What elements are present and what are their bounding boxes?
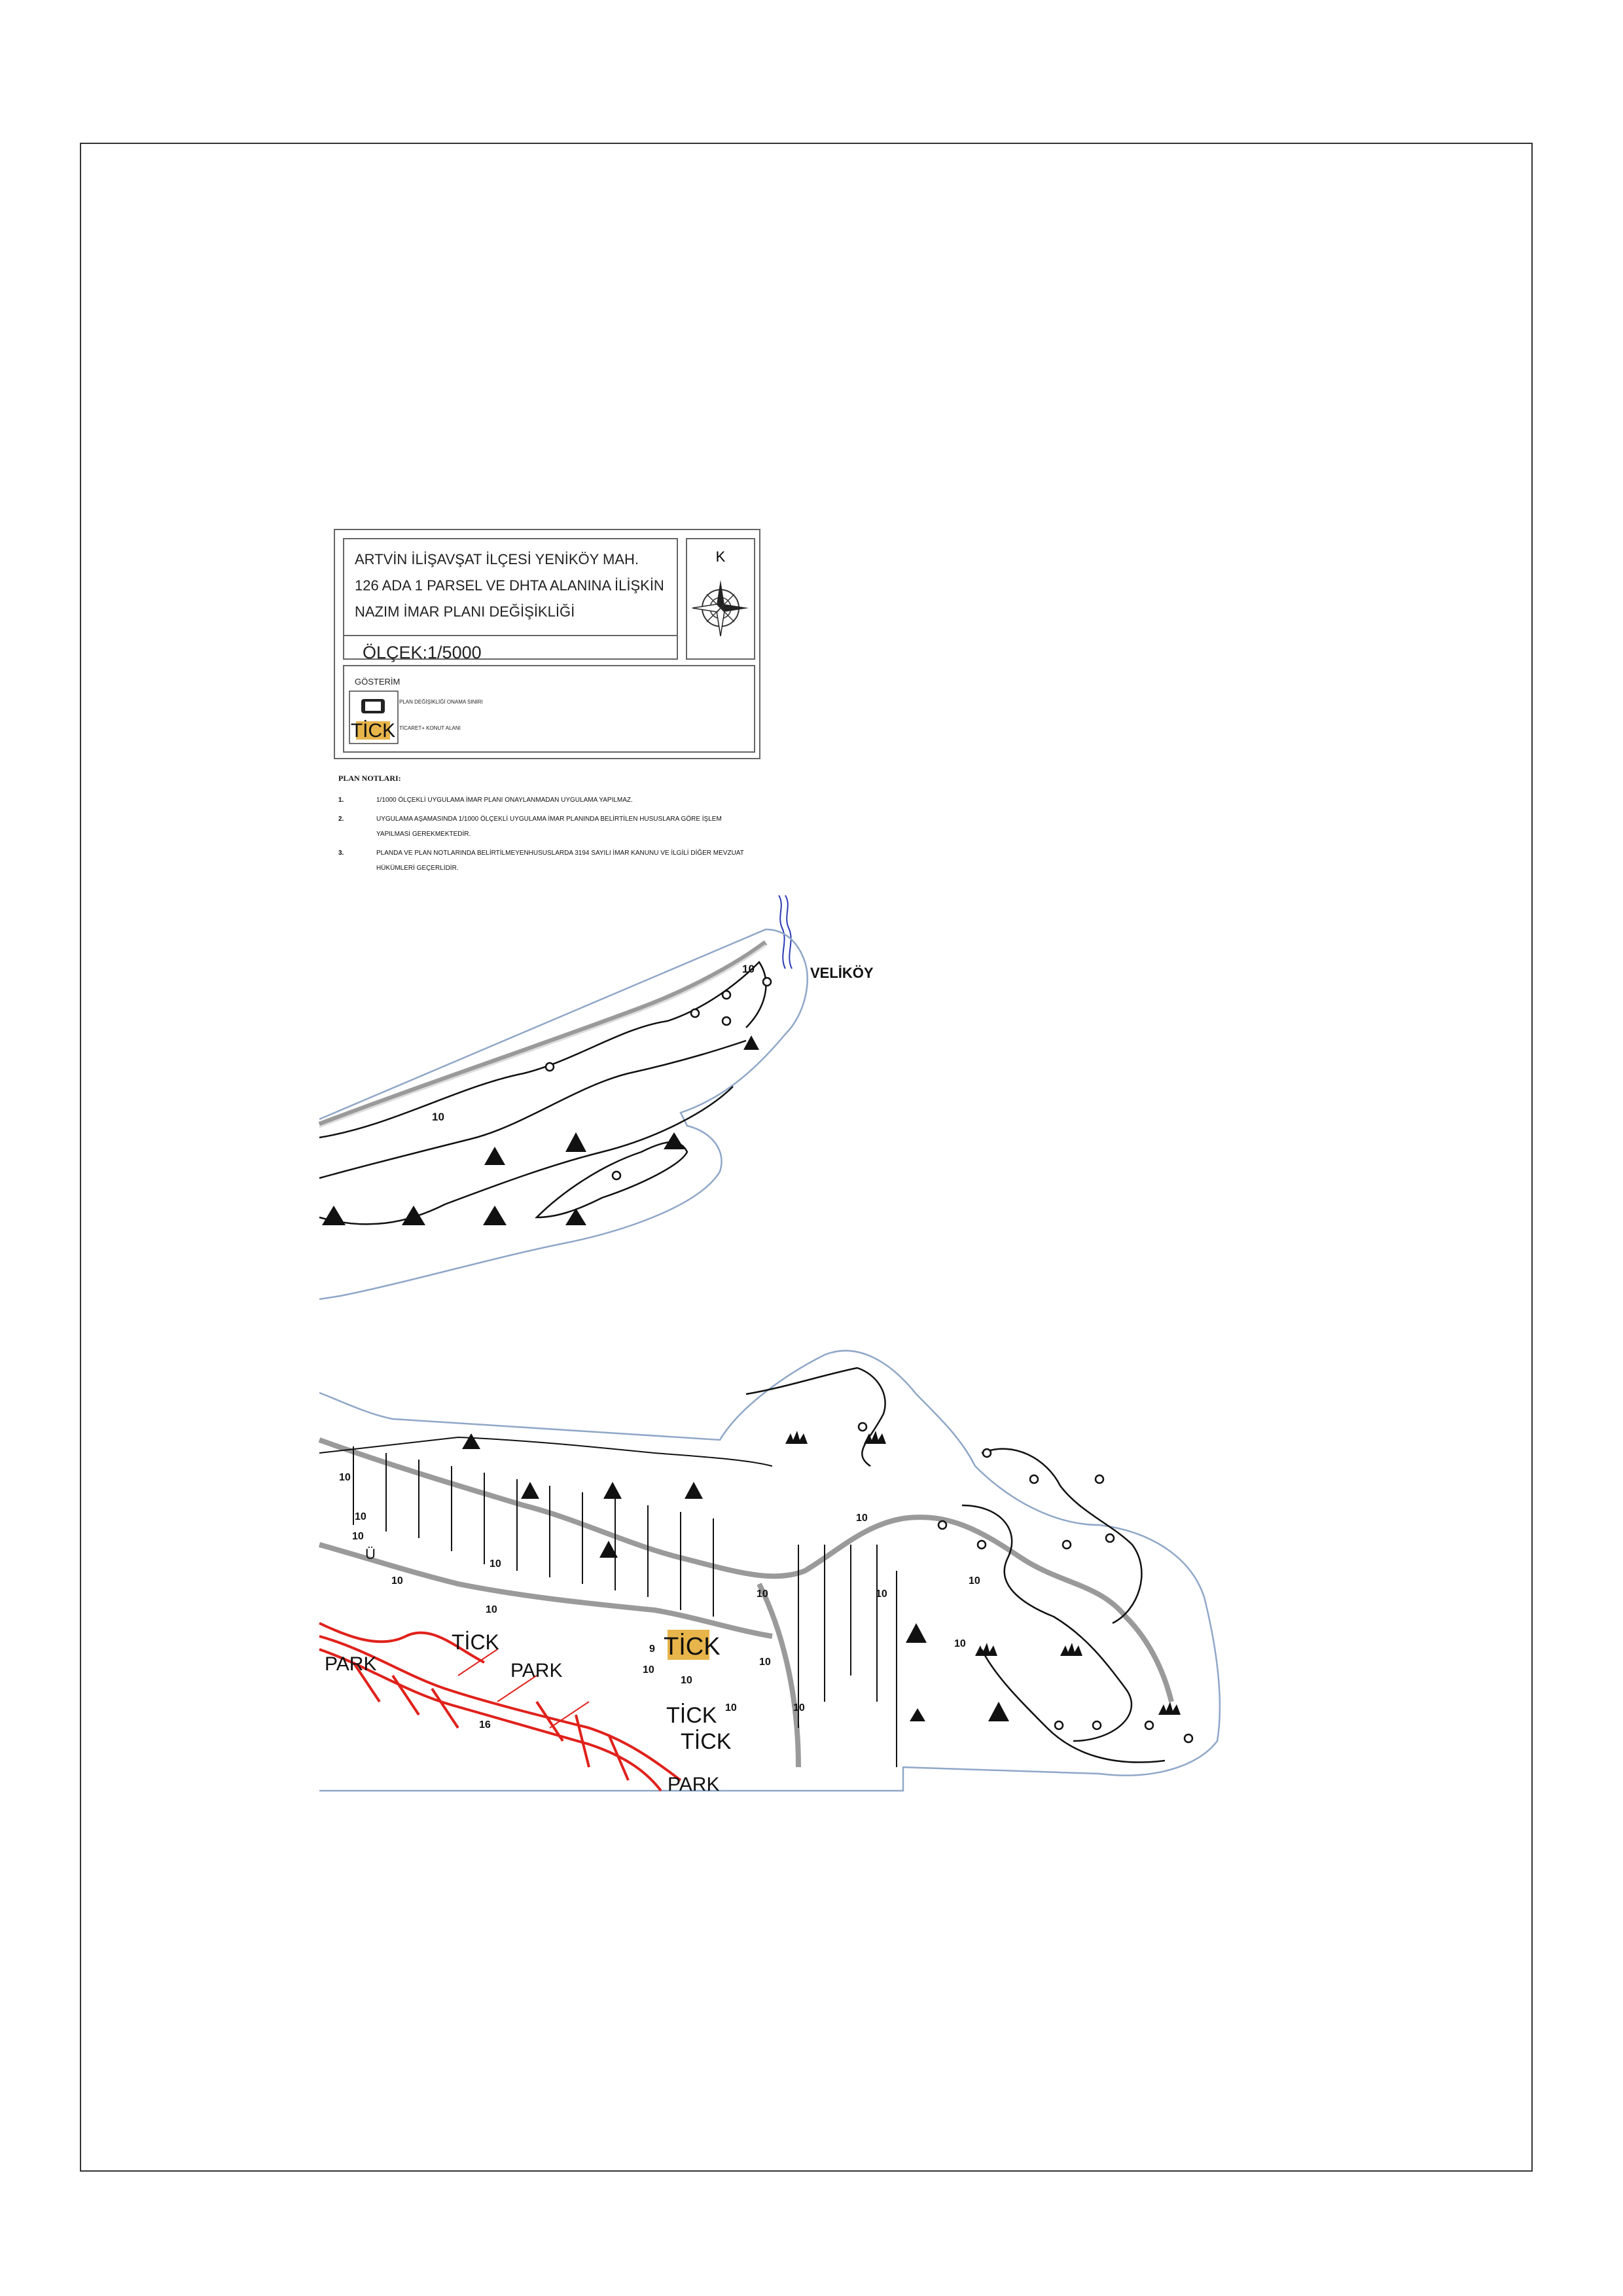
contour-label: 10 (793, 1702, 805, 1713)
plan-note-number: 2. (338, 816, 344, 823)
contour-label: 10 (757, 1588, 768, 1600)
plan-notes-title: PLAN NOTLARI: (338, 774, 401, 783)
zone-label-park: PARK (510, 1660, 563, 1681)
fault-lines (319, 1623, 681, 1791)
legend-title: GÖSTERİM (355, 677, 401, 687)
point-markers (859, 1423, 1192, 1742)
title-line-2: 126 ADA 1 PARSEL VE DHTA ALANINA İLİŞKİN (355, 577, 664, 594)
zone-label-tick: TİCK (664, 1633, 721, 1660)
contour-label: 16 (479, 1719, 491, 1731)
contour-label: 10 (355, 1511, 366, 1522)
contour-label: 10 (856, 1513, 868, 1524)
contour-label: 10 (643, 1664, 654, 1676)
title-line-1: ARTVİN İLİŞAVŞAT İLÇESİ YENİKÖY MAH. (355, 551, 639, 567)
contour-label: 9 (649, 1643, 655, 1655)
upper-map-area (319, 895, 808, 1299)
contour-label: 10 (490, 1558, 501, 1570)
legend-item-1: PLAN DEĞİŞİKLİĞİ ONAMA SINIRI (399, 699, 483, 705)
contour-label: 10 (969, 1575, 980, 1587)
plan-note-text: PLANDA VE PLAN NOTLARINDA BELİRTİLMEYENHUSUSLARDA 3194 SAYILI İMAR KANUNU VE İLGİLİ DİĞER MEVZUAT HÜKÜMLERİ GEÇERLİDİR. (376, 850, 744, 872)
contour-label: 10 (759, 1657, 771, 1668)
contour-line (982, 1649, 1165, 1763)
contour-label: 10 (725, 1702, 737, 1713)
contour-line (537, 1142, 687, 1217)
legend-item-2: TİCARET+ KONUT ALANI (399, 725, 461, 731)
river-line (785, 895, 792, 969)
zone-label-tick: TİCK (452, 1630, 499, 1654)
contour-label: 10 (432, 1111, 444, 1123)
contour-line (746, 1368, 885, 1466)
contour-line (319, 962, 766, 1138)
road-line (319, 1545, 772, 1636)
contour-label: 10 (681, 1675, 692, 1686)
zone-label-tick: TİCK (681, 1729, 732, 1754)
contour-label: 10 (339, 1472, 351, 1483)
plan-note-number: 3. (338, 850, 344, 857)
plan-note-number: 1. (338, 797, 344, 804)
contour-label: 10 (876, 1588, 887, 1600)
contour-label: 10 (486, 1604, 497, 1615)
legend-symbol-text: TİCK (350, 720, 396, 742)
contour-label: 10 (742, 963, 755, 975)
contour-label: 10 (954, 1638, 966, 1649)
plan-note-text: UYGULAMA AŞAMASINDA 1/1000 ÖLÇEKLİ UYGULAMA İMAR PLANINDA BELİRTİLEN HUSUSLARA GÖRE İŞLEM YAPILMASI GEREKMEKTEDİR. (376, 816, 722, 838)
contour-line (319, 1086, 733, 1224)
scale-label: ÖLÇEK:1/5000 (363, 643, 482, 662)
contour-line (982, 1449, 1141, 1623)
contour-label: 10 (352, 1531, 364, 1542)
road-line (759, 1584, 798, 1767)
plan-note-text: 1/1000 ÖLÇEKLİ UYGULAMA İMAR PLANI ONAYLANMADAN UYGULAMA YAPILMAZ. (376, 797, 633, 804)
road-line (319, 942, 766, 1124)
zone-label-park: PARK (325, 1653, 377, 1675)
zone-label-park: PARK (668, 1774, 720, 1795)
north-label: K (715, 548, 726, 565)
zone-label-u: Ü (365, 1546, 376, 1562)
zone-label-tick: TİCK (666, 1703, 717, 1728)
contour-label: 10 (391, 1575, 403, 1587)
title-line-3: NAZIM İMAR PLANI DEĞİŞİKLİĞİ (355, 603, 575, 620)
lower-map-area (319, 1351, 1220, 1795)
place-label: VELİKÖY (810, 965, 874, 981)
road-line (319, 1440, 1171, 1702)
